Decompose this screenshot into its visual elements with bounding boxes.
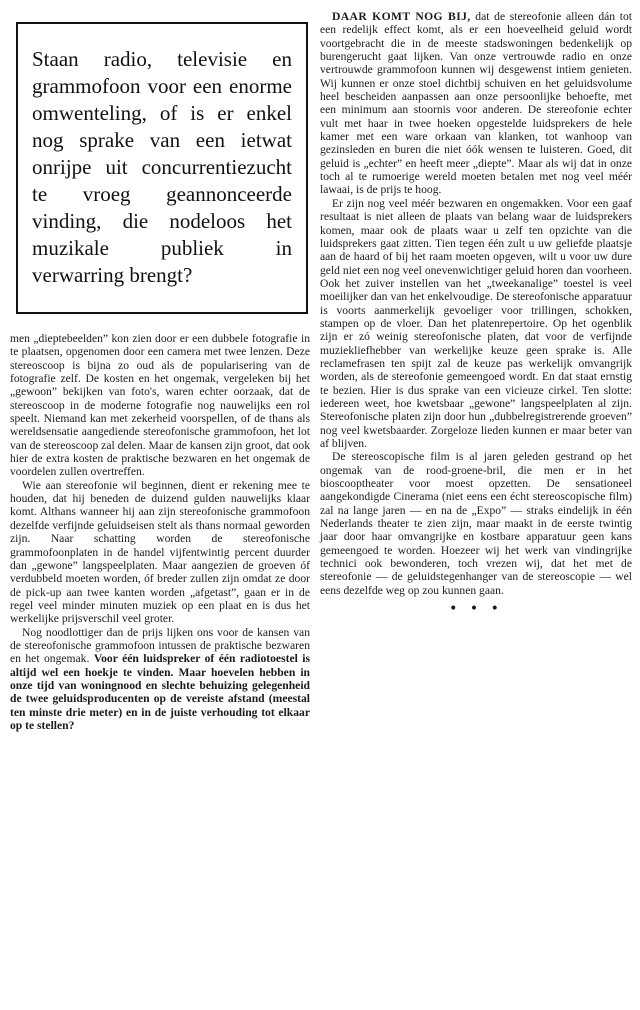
left-column (10, 10, 310, 732)
left-paragraph-3-bold: Voor één luidspreker of één radiotoestel is altijd wel een hoekje te vinden. Maar hoevelen hebben in onze tijd van woningnood en slechte behuizing gelegenheid de twee geluidsproducenten op de vereiste afstand (meestal ten minste drie meter) en in de juiste verhouding tot elkaar op te stellen? (10, 652, 310, 732)
left-paragraph-1: men „dieptebeelden” kon zien door er een dubbele fotografie in te plaatsen, opgenomen door een camera met twee lenzen. Deze stereoscoop is bijna zo oud als de popularisering van de fotografie zelf. De kosten en het ongemak, vergeleken bij het „gewoon” bekijken van foto's, waren echter oorzaak, dat de stereoscoop in de moderne fotografie nog nauwelijks een rol speelt. Niemand kan met zekerheid voorspellen, of de thans als wereldsensatie aangediende stereofonische grammofoon, het lot van de stereoscoop zal delen. Maar de kansen zijn groot, dat ook hier de extra kosten de praktische bezwaren en het ongemak de voordelen zullen overtreffen. (10, 332, 310, 479)
callout-box (16, 22, 308, 314)
left-paragraph-3 (10, 626, 310, 733)
callout-question: Staan radio, televisie en grammofoon voor een enorme omwenteling, of is er enkel nog sprake van een ietwat onrijpe uit concurrentiezucht te vroeg geannonceerde vinding, die nodeloos het muzikale publiek in verwarring brengt? (32, 46, 292, 287)
right-paragraph-1-lead: DAAR KOMT NOG BIJ, (332, 10, 471, 23)
left-paragraph-2: Wie aan stereofonie wil beginnen, dient er rekening mee te houden, dat hij beneden de duizend gulden nauwelijks klaar komt. Althans wanneer hij aan zijn stereofonische grammofoon dezelfde verfijnde geluidseisen stelt als thans normaal geworden zijn. Naar schatting worden de stereofonische grammofoonplaten in de handel vijfentwintig percent duurder dan „gewone” langspeelplaten. Maar aangezien de groeven óf verdubbeld moeten worden, óf breder zullen zijn omdat ze door de pick-up aan twee kanten worden „afgetast”, gaan er in de regel veel minder minuten muziek op een plaat en is dus het werkelijke prijsverschil veel groter. (10, 478, 310, 626)
right-article-body (320, 10, 632, 617)
right-paragraph-1 (320, 10, 632, 197)
left-paragraph-3-normal: Nog noodlottiger dan de prijs lijken ons voor de kansen van de stereofonische grammofoon intussen de praktische bezwaren en het ongemak. (10, 625, 310, 666)
right-paragraph-3: De stereoscopische film is al jaren geleden gestrand op het ongemak van de rood-groene-bril, die men er in het bioscooptheater voor moest opzetten. De sensationeel aangekondigde Cinerama (niet eens een écht stereoscopische film) zal na lange jaren — en na de „Expo” — straks eindelijk in één Nederlands theater te zien zijn, maar maakt in de eerste twintig jaar door haar omvangrijke en kostbare apparatuur geen kans gemeengoed te worden. Hoezeer wij het werk van vindingrijke technici ook bewonderen, toch vrezen wij, dat het met de stereofonie — de geluidstegenhanger van de stereoscopie — wel eens dezelfde weg op zou kunnen gaan. (320, 450, 632, 597)
right-paragraph-1-rest: dat de stereofonie alleen dán tot een redelijk effect komt, als er een hoeveelheid geluid wordt voortgebracht die in de meeste stadswoningen bedenkelijk op burengerucht gaat lijken. Van onze vertrouwde radio en onze vertrouwde grammofoon kunnen wij desgewenst intiem genieten. Wij kunnen er onze stoel dichtbij schuiven en het geluidsvolume heel bescheiden aanpassen aan onze persoonlijke behoefte, met een minimum aan stoornis voor anderen. De stereofonie echter vult met haar in twee hoeken opgestelde luidsprekers de hele kamer met een ware orkaan van klanken, tot wanhoop van gezinsleden en buren die niet óók wensen te luisteren. Goed, dit geluid is „echter” en heeft meer „diepte”. Maar als wij dat in onze toch al te rumoerige wereld moeten betalen met nog veel méér lawaai, is de prijs te hoog. (320, 10, 632, 197)
right-paragraph-2: Er zijn nog veel méér bezwaren en ongemakken. Voor een gaaf resultaat is niet alleen de plaats van belang waar de luidsprekers komen, maar ook de plaats waar u zelf ten opzichte van die luidsprekers gaat zitten. Tien tegen één zult u uw geliefde plaatsje aan de haard of bij het raam moeten opgeven, wilt u voor uw dure geld niet een nog veel onevenwichtiger geluid horen dan voorheen. Ook het zuiver instellen van het „tweekanalige” toestel is veel moeilijker dan van het enkelvoudige. De stereofonische apparatuur is voorts aanmerkelijk gevoeliger voor trillingen, schokken, stampen op de vloer. Dan het platenrepertoire. Op het ogenblik zijn er zó weinig stereofonische platen, dat voor de verfijnde muziekliefhebber van werkelijke keuze geen sprake is. Alle reclamefrasen ten spijt zal de keuze pas werkelijk omvangrijk worden, als de stereofonie gemeengoed wordt. En dat staat ernstig te bezien. Hier is dus sprake van een vicieuze cirkel. Ten slotte: iedereen weet, hoe kwetsbaar „gewone” langspeelplaten al zijn. Stereofonische platen zijn door hun „dubbelregistrerende groeven” nog veel kwetsbaarder. Zorgeloze lieden kunnen er maar beter van af blijven. (320, 196, 632, 450)
left-article-body (10, 332, 310, 732)
end-mark: • • • (449, 601, 503, 618)
right-column (320, 10, 632, 617)
